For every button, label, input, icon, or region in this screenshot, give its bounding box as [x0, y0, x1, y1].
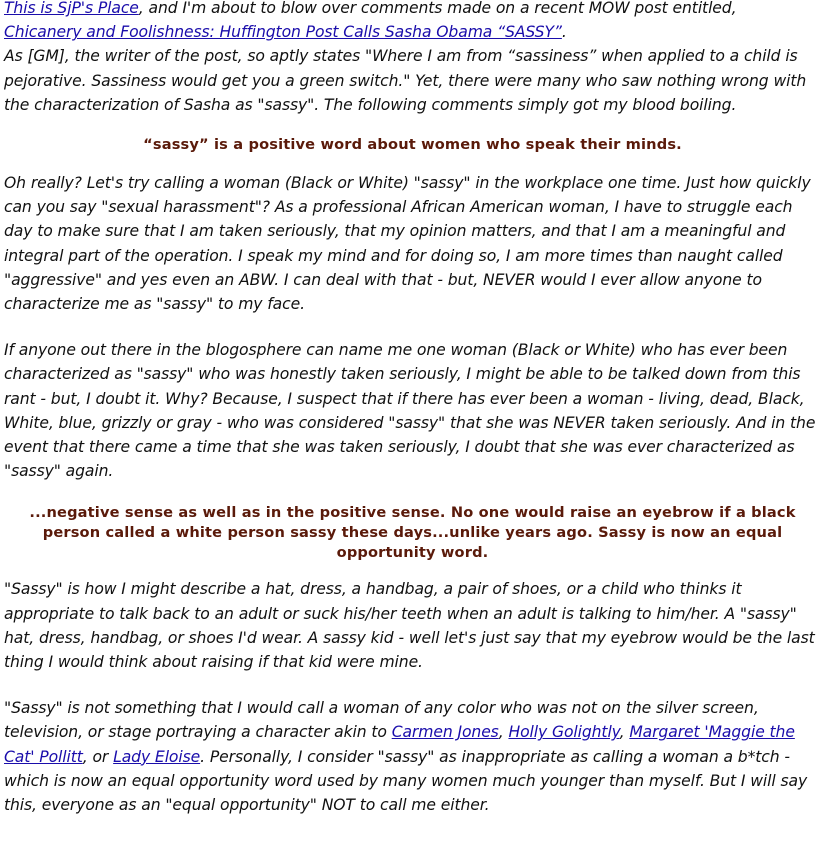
paragraph-workplace: Oh really? Let's try calling a woman (Black or White) "sassy" in the workplace one time. Just how quickly can you say "sexual harassment"? As a professional African American woman, I have to struggle each day to make sure that I am taken seriously, that my opinion matters, and that I am a meaningful and integral part of the operation. I speak my mind and for doing so, I am more times than naught called "aggressive" and yes even an ABW. I can deal with that - but, NEVER would I ever allow anyone to characterize me as "sassy" to my face. — [4, 174, 811, 314]
lady-eloise-link[interactable]: Lady Eloise — [113, 747, 201, 766]
closing-sep-3: , or — [82, 747, 114, 766]
intro-text-1: , and I'm about to blow over comments made on a recent MOW post entitled, — [138, 0, 737, 17]
mow-post-link[interactable]: Chicanery and Foolishness: Huffington Post Calls Sasha Obama “SASSY” — [4, 23, 562, 42]
paragraph-hat-dress: "Sassy" is how I might describe a hat, dress, a handbag, a pair of shoes, or a child who thinks it appropriate to talk back to an adult or suck his/her teeth when an adult is talking to him/her. A "sassy" hat, dress, handbag, or shoes I'd wear. A sassy kid - well let's just say that my eyebrow would be the last thing I would think about raising if that kid were mine. — [4, 580, 815, 672]
closing-sep-2: , — [619, 723, 630, 742]
paragraph-blogosphere: If anyone out there in the blogosphere can name me one woman (Black or White) who has ever been characterized as "sassy" who was honestly taken seriously, I might be able to be talked down from this rant - but, I doubt it. Why? Because, I suspect that if there has ever been a woman - living, dead, Black, White, blue, grizzly or gray - who was considered "sassy" that she was NEVER taken seriously. And in the event that there came a time that she was taken seriously, I doubt that she was ever characterized as "sassy" again. — [4, 341, 816, 481]
closing-text-2: . Personally, I consider "sassy" as inappropriate as calling a woman a b*tch - which is now an equal opportunity word used by many women much younger than myself. But I will say this, everyone as an "equal opportunity" NOT to call me either. — [4, 747, 808, 815]
maggie-the-cat-link[interactable]: Margaret 'Maggie the Cat' Pollitt — [4, 723, 795, 766]
paragraph-closing — [4, 696, 821, 817]
carmen-jones-link[interactable]: Carmen Jones — [391, 723, 499, 742]
intro-paragraph — [4, 0, 821, 117]
holly-golightly-link[interactable]: Holly Golightly — [508, 723, 620, 742]
quoted-comment-1: “sassy” is a positive word about women who speak their minds. — [143, 136, 682, 154]
closing-text-1: "Sassy" is not something that I would call a woman of any color who was not on the silver screen, television, or stage portraying a character akin to — [4, 699, 759, 742]
closing-sep-1: , — [498, 723, 509, 742]
sjps-place-link[interactable]: This is SjP's Place — [4, 0, 139, 17]
quoted-comment-2: ...negative sense as well as in the positive sense. No one would raise an eyebrow if a black person called a white person sassy these days...unlike years ago. Sassy is now an equal opportunity word. — [29, 504, 796, 562]
intro-text-3: As [GM], the writer of the post, so aptly states "Where I am from “sassiness” when applied to a child is pejorative. Sassiness would get you a green switch." Yet, there were many who saw nothing wrong with the characterization of Sasha as "sassy". The following comments simply got my blood boiling. — [4, 47, 807, 114]
intro-text-2: . — [561, 23, 567, 42]
